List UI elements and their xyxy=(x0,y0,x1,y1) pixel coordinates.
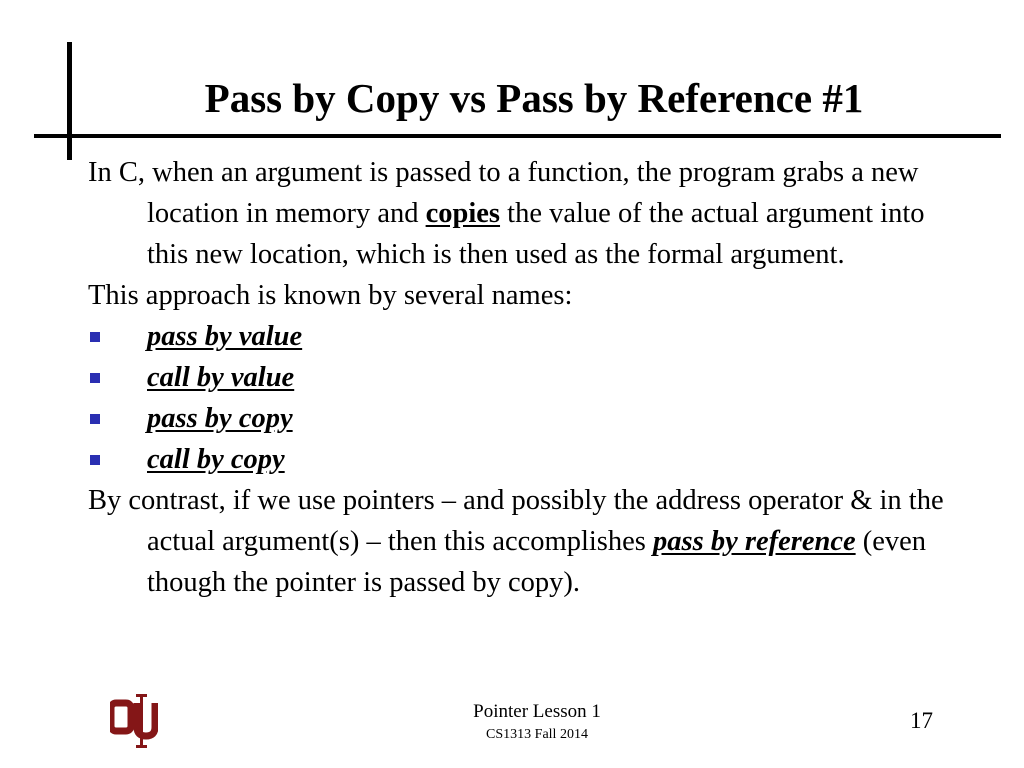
footer xyxy=(430,700,644,746)
bullet-square-icon xyxy=(90,373,100,383)
bullet-item xyxy=(88,316,948,357)
paragraph-contrast-text-after: (even though the pointer is passed by copy). xyxy=(147,526,927,598)
slide-title: Pass by Copy vs Pass by Reference #1 xyxy=(204,75,864,121)
paragraph-intro xyxy=(88,152,948,275)
bullet-label: pass by copy xyxy=(147,403,293,434)
bullet-item xyxy=(88,357,948,398)
pass-by-reference-term: pass by reference xyxy=(653,526,856,557)
paragraph-contrast xyxy=(88,480,948,603)
ou-logo-icon xyxy=(110,690,158,748)
bullet-label: call by copy xyxy=(147,444,285,475)
bullet-square-icon xyxy=(90,414,100,424)
paragraph-contrast-text-before: By contrast, if we use pointers – and possibly the address operator & in the actual argument(s) – then this accomplishes xyxy=(88,485,944,557)
footer-lesson: Pointer Lesson 1 xyxy=(473,701,601,722)
slide-body xyxy=(88,152,948,603)
bullet-item xyxy=(88,398,948,439)
paragraph-names-intro: This approach is known by several names: xyxy=(88,280,573,311)
footer-course: CS1313 Fall 2014 xyxy=(486,727,588,742)
bullet-label: call by value xyxy=(147,362,295,393)
paragraph-intro-text-after: the value of the actual argument into this new location, which is then used as the formal argument. xyxy=(147,198,925,270)
decorative-vertical-line xyxy=(67,42,72,160)
bullet-square-icon xyxy=(90,332,100,342)
slide-number: 17 xyxy=(910,708,933,733)
copies-term: copies xyxy=(425,198,501,229)
bullet-item xyxy=(88,439,948,480)
bullet-square-icon xyxy=(90,455,100,465)
bullet-label: pass by value xyxy=(147,321,303,352)
decorative-horizontal-line xyxy=(34,134,1001,138)
paragraph-intro-text-before: In C, when an argument is passed to a function, the program grabs a new location in memory and xyxy=(88,157,919,229)
